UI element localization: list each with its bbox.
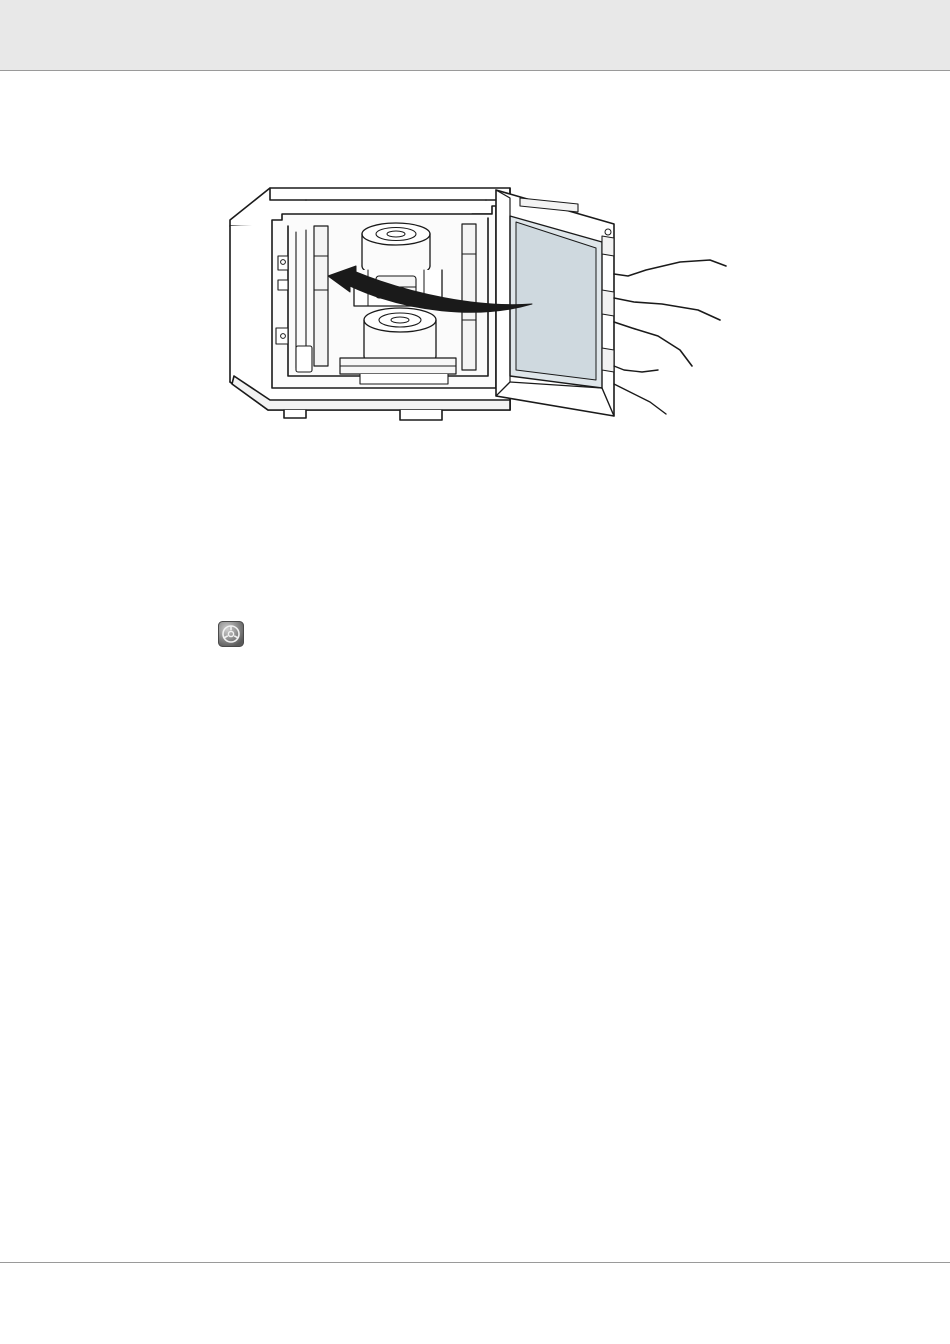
caution-icon xyxy=(218,621,244,647)
printer-illustration-svg xyxy=(210,170,770,460)
footer-rule xyxy=(0,1262,950,1263)
figure-printer-cover-open xyxy=(210,170,770,460)
page-content xyxy=(0,70,950,1262)
note-row xyxy=(218,620,878,647)
page-header-band xyxy=(0,0,950,71)
